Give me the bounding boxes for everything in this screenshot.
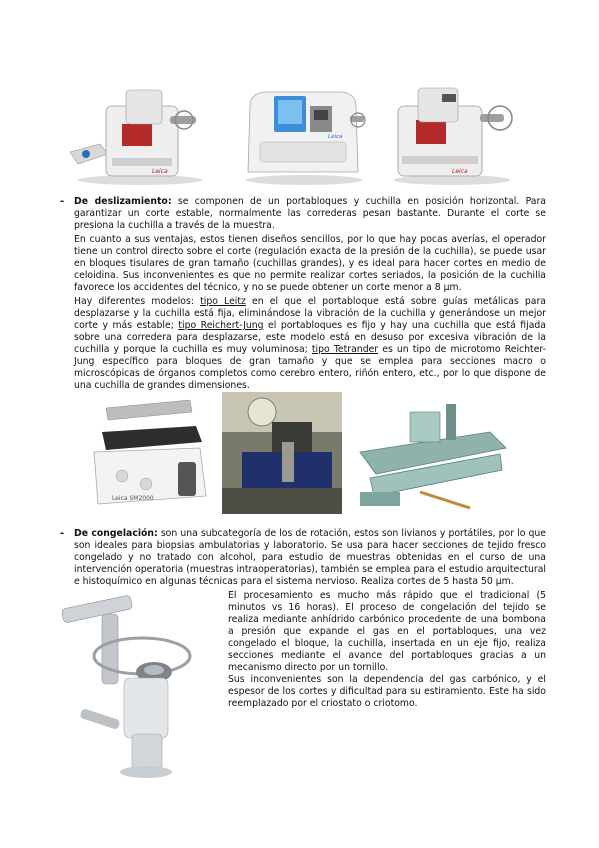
list-bullet: - (60, 196, 65, 207)
sliding-microtome-photo (82, 392, 216, 514)
brand-label: Leica (328, 134, 343, 140)
link-tipo-tetrander[interactable]: tipo Tetrander (311, 344, 379, 355)
microtome-illustration (66, 76, 204, 186)
microtome-illustration (350, 392, 514, 514)
reichert-jung-photo (222, 392, 342, 514)
microtome-illustration (50, 594, 214, 780)
section-title: De congelación: (74, 528, 158, 539)
paragraph-text: en el que el portabloque está sobre guías metálicas para desplazarse y la cuchilla está fija, eliminándose la vibración de la cuchilla y generándose un mejor corte y más estable; (74, 296, 546, 331)
list-bullet: - (60, 528, 65, 539)
microtome-photo-2 (238, 76, 368, 186)
section-title: De deslizamiento: (74, 196, 172, 207)
microtome-illustration (238, 76, 368, 186)
paragraph-text: el portabloques es fijo y hay una cuchilla que está fijada sobre una corredera para desplazarse, este modelo está en desuso por excesiva vibración de la cuchilla y porque la cuchilla es muy voluminosa; (74, 320, 547, 355)
brand-label: Leica (452, 168, 468, 175)
freezing-microtome-photo (50, 594, 214, 780)
paragraph-inconvenientes (228, 674, 546, 710)
paragraph-text: se componen de un portabloques y cuchilla en posición horizontal. Para garantizar un corte estable, normalmente las correderas pesan bastante. Durante el corte se presiona la cuchilla a través de la muestra. (74, 196, 546, 231)
paragraph-text: es un tipo de microtomo Reichter-Jung específico para bloques de gran tamaño y que se emplea para secciones macro o microscópicas de órganos completos como cerebro entero, riñón entero, etc., por lo que dispone de una cuchilla de grandes dimensiones. (74, 344, 547, 391)
paragraph-text: son una subcategoría de los de rotación, estos son livianos y portátiles, por lo que son ideales para biopsias ambulatorias y laboratorio. Se usa para hacer secciones de tejido fresco congelado y no tratado con alcohol, para estudio de muestras obtenidas en el curso de una intervención operatoria (muestras intraoperatorias), también se emplea para el estudio arquitectural e histoquímico en algunas técnicas para el sistema nervioso. Realiza cortes de 5 hasta 50 µm. (74, 528, 546, 587)
microtome-illustration (222, 392, 342, 514)
brand-label: Leica (152, 168, 168, 175)
microtome-illustration (82, 392, 216, 514)
paragraph-procesamiento (228, 590, 546, 674)
paragraph-modelos (74, 296, 546, 392)
paragraph-text: Sus inconvenientes son la dependencia del gas carbónico, y el espesor de los cortes y dificultad para su estiramiento. Este ha sido reemplazado por el criostato o criotomo. (228, 674, 546, 709)
link-tipo-reichert-jung[interactable]: tipo Reichert-Jung (178, 320, 264, 331)
model-label: Leica SM2000 (112, 495, 154, 502)
paragraph-text: En cuanto a sus ventajas, estos tienen diseños sencillos, por lo que hay pocas averías, el operador tiene un control directo sobre el corte (regulación exacta de la presión de la cuchilla), se puede usar en bloques tisulares de gran tamaño (cuchillas grandes), y es ideal para hacer cortes en medio de celoidina. Sus inconvenientes es que no permite realizar cortes seriados, la posición de la cuchilla favorece los accidentes del técnico, y no se puede obtener un corte menor a 8 µm. (74, 234, 546, 293)
link-tipo-leitz[interactable]: tipo Leitz (200, 296, 246, 307)
paragraph-text: Hay diferentes modelos: (74, 296, 201, 307)
paragraph-deslizamiento-intro (74, 196, 546, 232)
microtome-photo-1 (66, 76, 204, 186)
microtome-photo-3 (390, 76, 520, 186)
microtome-illustration (390, 76, 520, 186)
paragraph-text: El procesamiento es mucho más rápido que el tradicional (5 minutos vs 16 horas). El proceso de congelación del tejido se realiza mediante anhídrido carbónico procedente de una bombona a presión que expande el gas en el portabloques, una vez congelado el bloque, la cuchilla, insertada en un eje fijo, realiza secciones mediante el avance del portabloques gracias a un mecanismo directo por un tornillo. (228, 590, 546, 673)
paragraph-congelacion-intro (74, 528, 546, 588)
tetrander-photo (350, 392, 514, 514)
paragraph-ventajas (74, 234, 546, 294)
